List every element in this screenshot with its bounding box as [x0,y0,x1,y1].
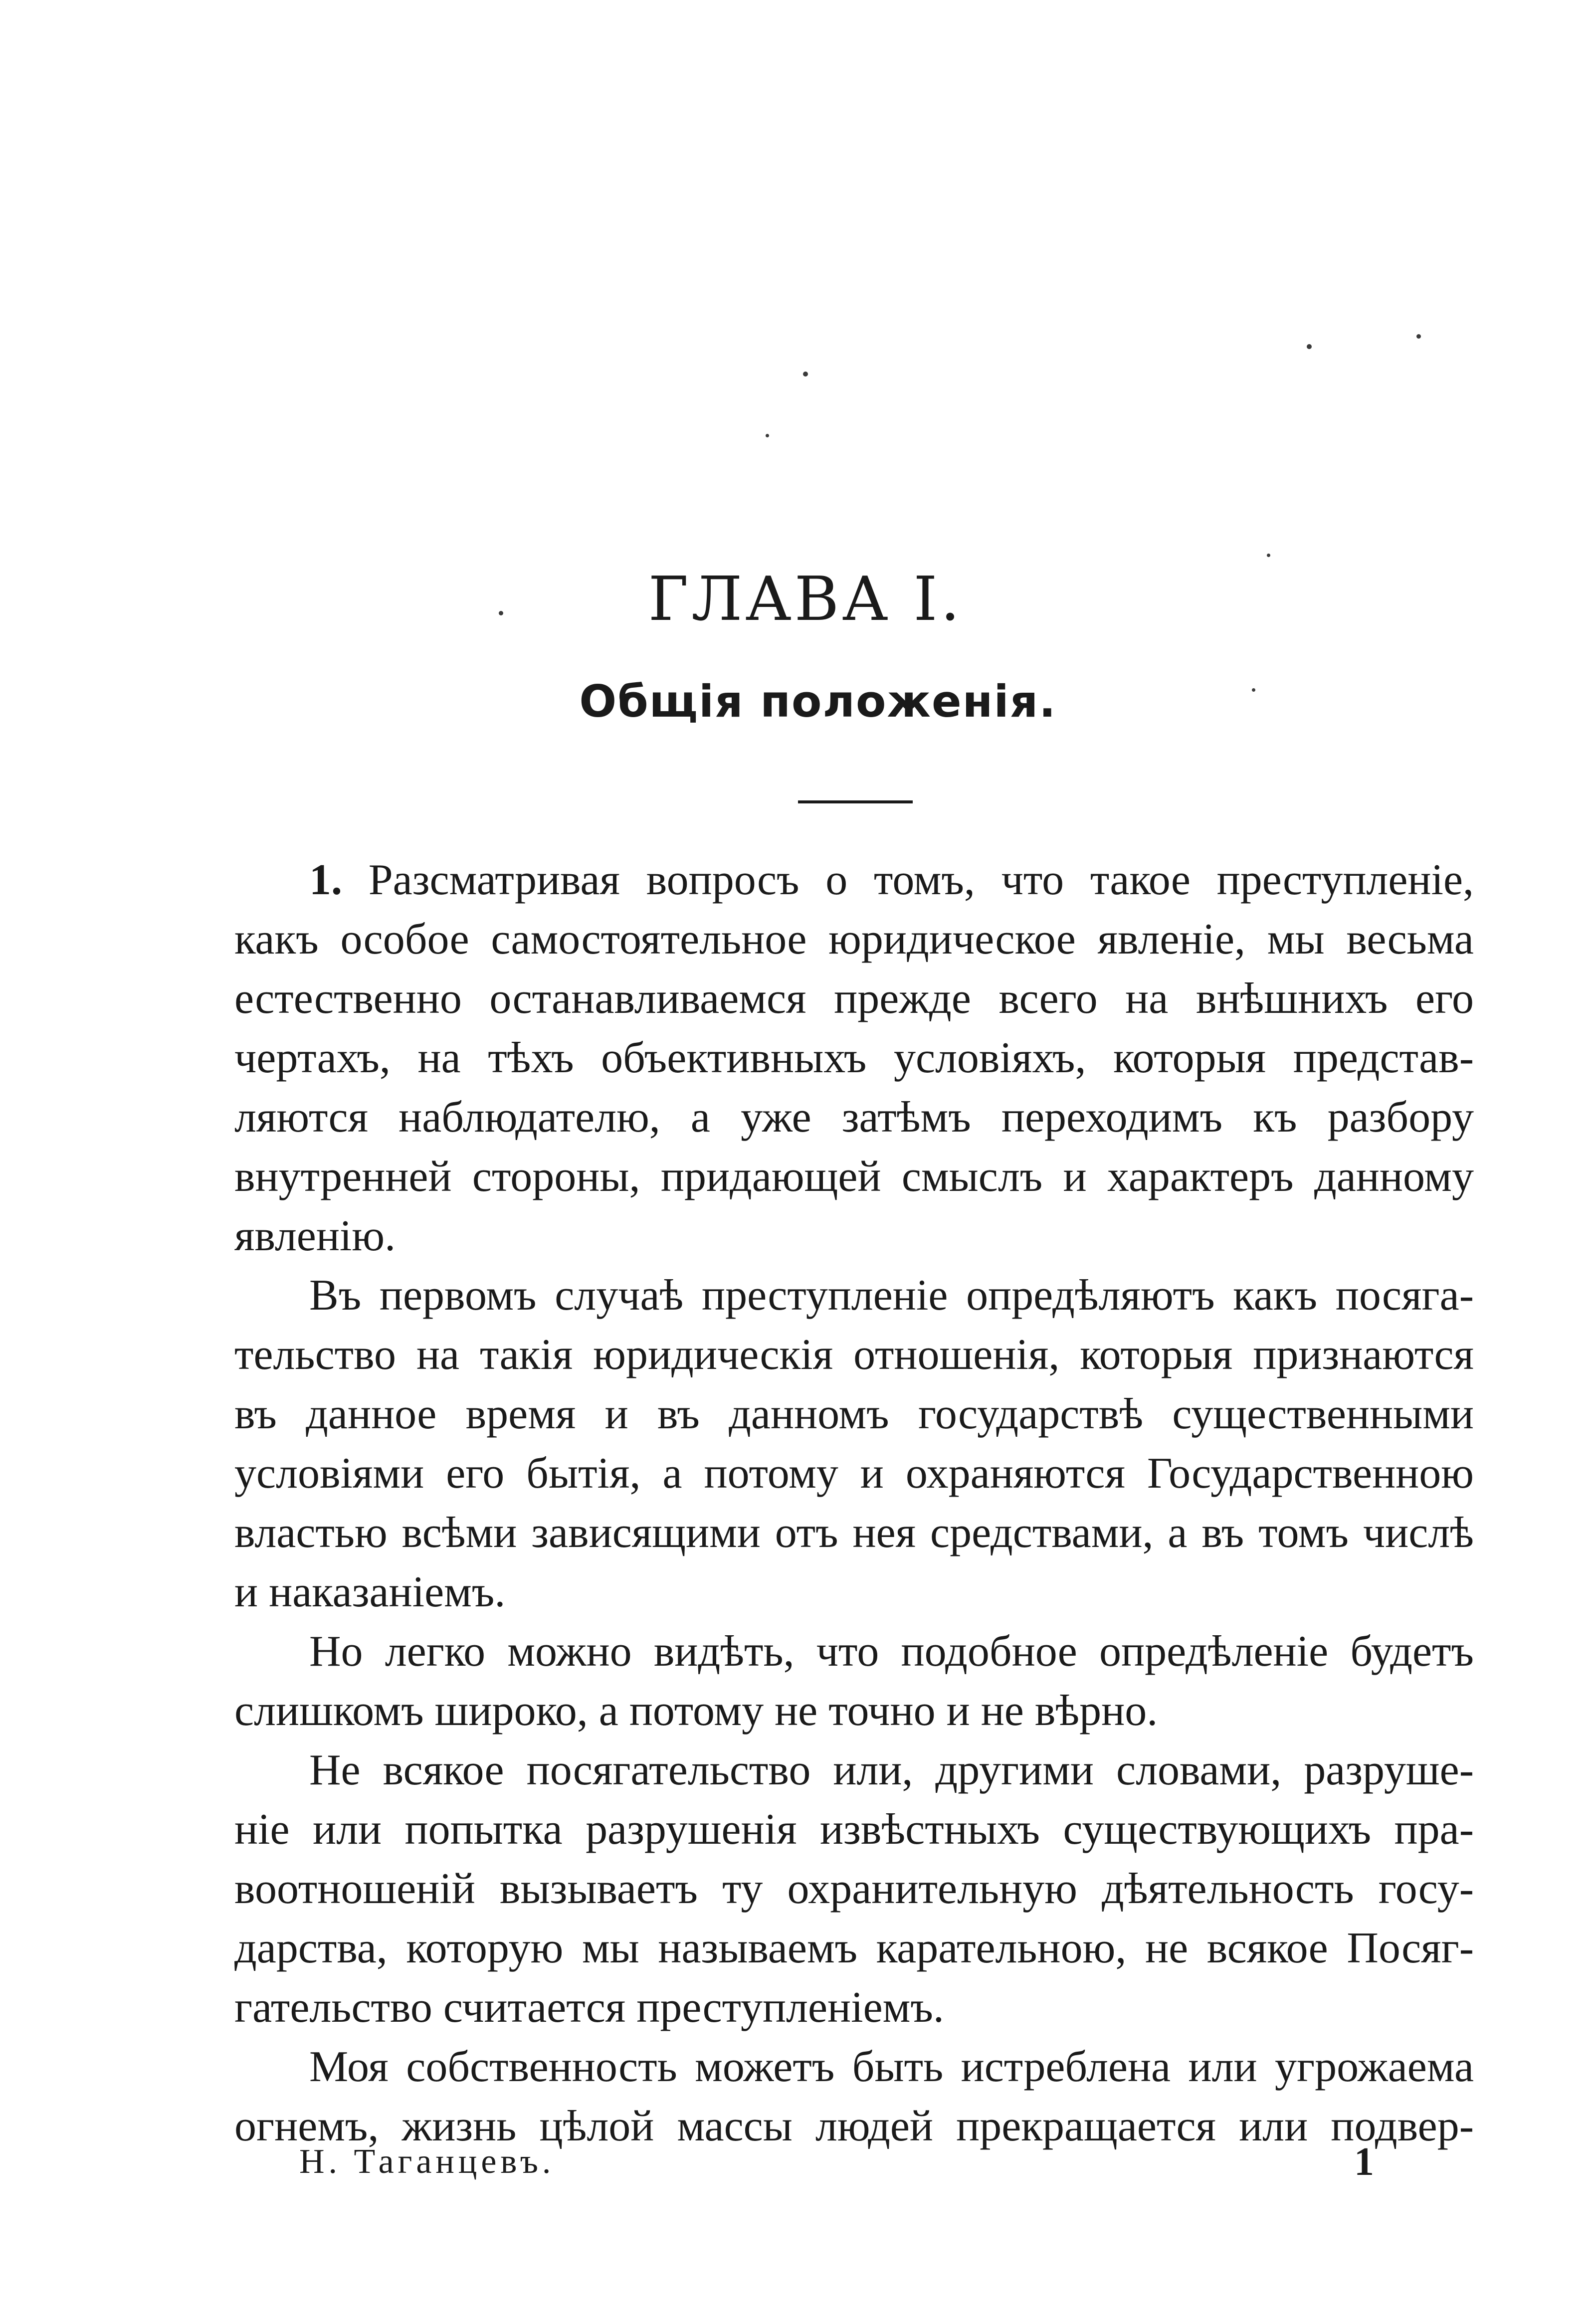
scan-speck [766,434,769,437]
body-text [234,850,1474,2156]
text-line: 1. Разсматривая вопросъ о томъ, что такое преступленіе, [309,856,1474,904]
paragraph-5 [234,2037,1474,2156]
scan-speck [499,611,503,615]
section-divider [798,800,913,803]
paragraph-3 [234,1622,1474,1740]
chapter-title: ГЛАВА I. [648,564,963,634]
text-line: чертахъ, на тѣхъ объективныхъ условіяхъ, которыя представ- [234,1034,1474,1082]
text-line: естественно останавливаемся прежде всего на внѣшнихъ его [234,974,1474,1023]
text-line: Но легко можно видѣть, что подобное опредѣленіе будетъ [309,1627,1474,1676]
paragraph-number: 1. [309,856,342,904]
paragraph-2 [234,1266,1474,1622]
running-footer-author: Н. Таганцевъ. [299,2142,555,2181]
text-line: властью всѣми зависящими отъ нея средствами, а въ томъ числѣ [234,1509,1474,1557]
text-line: явленію. [234,1212,396,1260]
text-line: тельство на такія юридическія отношенія, которыя признаются [234,1331,1474,1379]
text-line: огнемъ, жизнь цѣлой массы людей прекращается или подвер- [234,2102,1474,2150]
text-line: воотношеній вызываетъ ту охранительную дѣятельность госу- [234,1865,1474,1913]
chapter-subtitle: Общія положенія. [579,676,1057,727]
text-line: гательство считается преступленіемъ. [234,1983,944,2032]
text-line: Не всякое посягательство или, другими словами, разруше- [309,1746,1474,1794]
scan-speck [1267,554,1270,557]
scan-speck [1416,334,1421,339]
page-number: 1 [1354,2140,1374,2184]
text-line: и наказаніемъ. [234,1568,506,1616]
text-line: условіями его бытія, а потому и охраняются Государственною [234,1449,1474,1498]
scan-speck [1307,344,1312,349]
text-line: ніе или попытка разрушенія извѣстныхъ существующихъ пра- [234,1805,1474,1854]
paragraph-4 [234,1740,1474,2037]
text-line: ляются наблюдателю, а уже затѣмъ переходимъ къ разбору [234,1093,1474,1142]
text-line: внутренней стороны, придающей смыслъ и характеръ данному [234,1153,1474,1201]
text-line: дарства, которую мы называемъ карательною, не всякое Посяг- [234,1924,1474,1972]
text-line: слишкомъ широко, а потому не точно и не вѣрно. [234,1687,1158,1735]
scan-speck [803,372,808,377]
text-line: Моя собственность можетъ быть истреблена или угрожаема [309,2043,1474,2091]
scan-speck [1252,688,1255,692]
text-line: Въ первомъ случаѣ преступленіе опредѣляютъ какъ посяга- [309,1271,1474,1320]
paragraph-1 [234,850,1474,1266]
text-line: въ данное время и въ данномъ государствѣ существенными [234,1390,1474,1438]
text-line: какъ особое самостоятельное юридическое явленіе, мы весьма [234,915,1474,963]
